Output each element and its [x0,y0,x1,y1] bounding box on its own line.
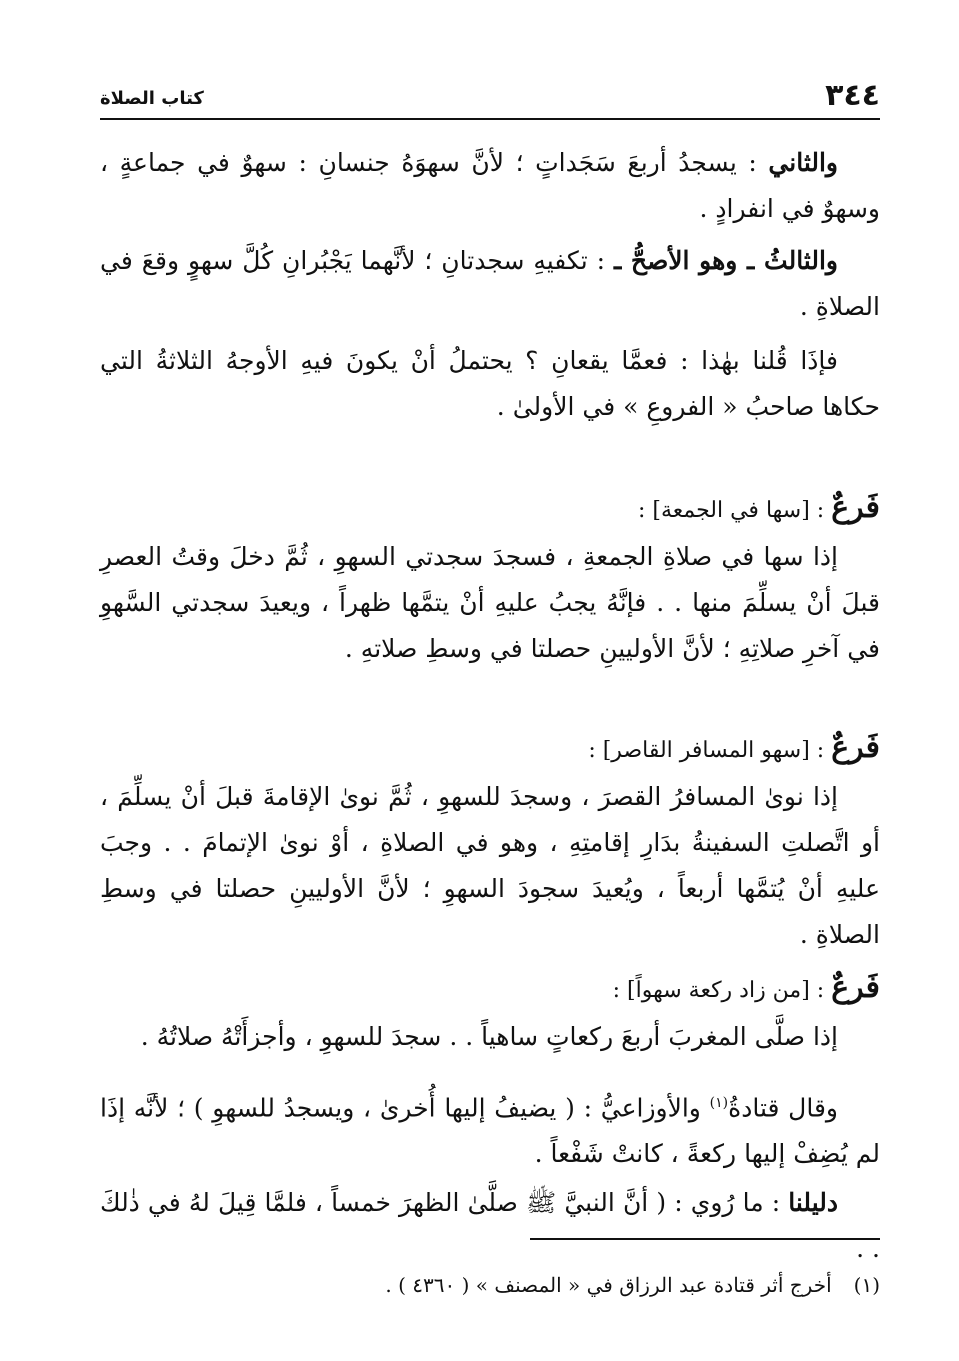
section-far-jumua [100,485,880,672]
paragraph-text: : ما رُوي : ( أنَّ النبيَّ ﷺ صلَّىٰ الظهرَ خمساً ، فلمَّا قِيلَ لهُ في ذٰلكَ . . [100,1188,880,1263]
far-label: فَرعٌ [831,490,880,525]
paragraph-lead: والثاني [768,148,838,177]
page-number: ٣٤٤ [825,78,880,113]
section-heading [100,485,880,534]
footnote-divider [530,1238,880,1240]
paragraph-qatada [100,1080,880,1177]
far-title: : [من زاد ركعة سهواً] : [612,978,832,1003]
section-heading [100,725,880,774]
section-far-traveler [100,725,880,958]
far-title: : [سها في الجمعة] : [637,498,832,523]
footnote-number: (١) [853,1273,880,1297]
section-body: إذا سها في صلاةِ الجمعةِ ، فسجدَ سجدتي السهوِ ، ثُمَّ دخلَ وقتُ العصرِ قبلَ أنْ يسلِّمَ منها . . فإنَّهُ يجبُ عليهِ أنْ يتمَّها ظهراً ، ويعيدَ سجدتي السَّهوِ في آخرِ صلاتِهِ ؛ لأنَّ الأوليينِ حصلتا في وسطِ صلاتهِ . [100,542,880,663]
paragraph-evidence [100,1180,880,1272]
footnote [100,1270,880,1300]
paragraph-lead: دليلنا [788,1188,838,1217]
paragraph-third-view-second [100,140,880,232]
far-label: فَرعٌ [831,970,880,1005]
paragraph-text: : يسجدُ أربعَ سَجَداتٍ ؛ لأنَّ سهوَهُ جنسانِ : سهوٌ في جماعةٍ ، وسهوٌ في انفرادٍ . [100,148,880,223]
paragraph-lead: والثالثُ ـ وهو الأصحُّ ـ [613,246,838,275]
paragraph-text: والأوزاعيُّ : ( يضيفُ إليها أُخرىٰ ، ويسجدُ للسهوِ ) ؛ لأنَّه إذَا لم يُضِفْ إليها ركعةً ، كانتْ شَفْعاً . [100,1093,880,1169]
paragraph-text: وقال قتادةُ [728,1093,838,1123]
section-far-extra-rakah [100,965,880,1060]
paragraph-text: : تكفيهِ سجدتانِ ؛ لأنَّهما يَجْبُرانِ كُلَّ سهوٍ وقعَ في الصلاةِ . [100,246,880,321]
footnote-text: أخرج أثر قتادة عبد الرزاق في « المصنف » ( ٤٣٦٠ ) . [385,1273,832,1297]
section-body: إذا نوىٰ المسافرُ القصرَ ، وسجدَ للسهوِ ، ثُمَّ نوىٰ الإقامةَ قبلَ أنْ يسلِّمَ ، أو اتَّصلتِ السفينةُ بدَارِ إقامتِهِ ، وهو في الصلاةِ ، أوْ نوىٰ الإتمامَ . . وجبَ عليهِ أنْ يُتمَّها أربعاً ، ويُعيدَ سجودَ السهوِ ؛ لأنَّ الأوليينِ حصلتا في وسطِ الصلاةِ . [100,782,880,949]
paragraph-third-view-third [100,238,880,330]
paragraph-if-we-say [100,338,880,430]
page-header [100,78,880,120]
far-title: : [سهو المسافر القاصر] : [588,738,832,763]
paragraph-text: فإذَا قُلنا بهٰذا : فعمَّا يقعانِ ؟ يحتملُ أنْ يكونَ فيهِ الأوجهُ الثلاثةُ التي حكاها صاحبُ « الفروعِ » في الأولىٰ . [100,346,880,421]
section-heading [100,965,880,1014]
far-label: فَرعٌ [831,730,880,765]
section-body: إذا صلَّى المغربَ أربعَ ركعاتٍ ساهياً . . سجدَ للسهوِ ، وأجزأَتْهُ صلاتُهُ . [140,1022,838,1051]
footnote-reference[interactable]: (١) [709,1095,729,1111]
running-title: كتاب الصلاة [100,88,204,109]
